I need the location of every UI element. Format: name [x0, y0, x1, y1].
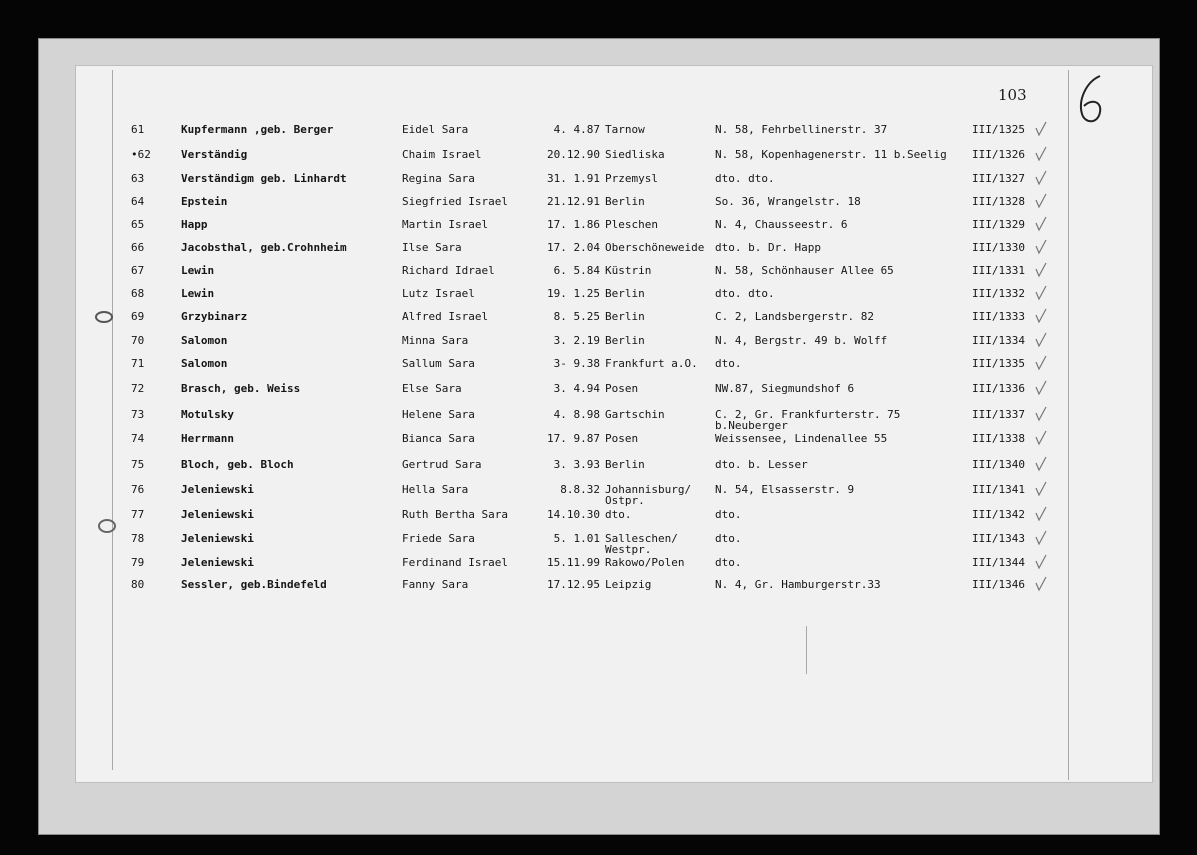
first-name: Ilse Sara: [402, 241, 462, 254]
file-signature: III/1330: [972, 241, 1025, 254]
entry-number: 73: [131, 408, 145, 421]
surname: Jeleniewski: [181, 483, 254, 496]
file-signature: III/1343: [972, 532, 1025, 545]
table-row: [0, 432, 1197, 450]
entry-number: 76: [131, 483, 145, 496]
surname: Herrmann: [181, 432, 234, 445]
surname: Bloch, geb. Bloch: [181, 458, 294, 471]
surname: Jeleniewski: [181, 532, 254, 545]
checkmark-icon: [1034, 430, 1048, 446]
birth-place: dto.: [605, 508, 632, 521]
surname: Salomon: [181, 334, 228, 347]
checkmark-icon: [1034, 576, 1048, 592]
address: dto. b. Dr. Happ: [715, 241, 821, 254]
birth-date: 14.10.30: [547, 508, 600, 521]
birth-date: 17. 2.04: [547, 241, 600, 254]
address: N. 4, Chausseestr. 6: [715, 218, 848, 231]
table-row: [0, 458, 1197, 476]
surname: Jeleniewski: [181, 556, 254, 569]
entry-number: 64: [131, 195, 145, 208]
first-name: Helene Sara: [402, 408, 475, 421]
surname: Kupfermann ,geb. Berger: [181, 123, 334, 136]
birth-date: 8. 5.25: [553, 310, 600, 323]
checkmark-icon: [1034, 380, 1048, 396]
file-signature: III/1333: [972, 310, 1025, 323]
file-signature: III/1331: [972, 264, 1025, 277]
birth-place: Oberschöneweide: [605, 241, 705, 254]
first-name: Richard Idrael: [402, 264, 495, 277]
table-row: [0, 408, 1197, 432]
checkmark-icon: [1034, 332, 1048, 348]
birth-place: Küstrin: [605, 264, 652, 277]
birth-place: Berlin: [605, 195, 645, 208]
birth-place: Rakowo/Polen: [605, 556, 685, 569]
file-signature: III/1338: [972, 432, 1025, 445]
address: C. 2, Landsbergerstr. 82: [715, 310, 874, 323]
file-signature: III/1341: [972, 483, 1025, 496]
table-row: [0, 578, 1197, 596]
birth-place-line2: Ostpr.: [605, 494, 645, 507]
first-name: Bianca Sara: [402, 432, 475, 445]
file-signature: III/1326: [972, 148, 1025, 161]
address: dto.: [715, 508, 742, 521]
table-row: [0, 357, 1197, 375]
entry-number: 66: [131, 241, 145, 254]
birth-date: 3. 4.94: [553, 382, 600, 395]
surname: Verständigm geb. Linhardt: [181, 172, 347, 185]
birth-place: Gartschin: [605, 408, 665, 421]
address: N. 58, Fehrbellinerstr. 37: [715, 123, 888, 136]
birth-date: 17. 1.86: [547, 218, 600, 231]
birth-date: 17.12.95: [547, 578, 600, 591]
table-row: [0, 310, 1197, 328]
first-name: Siegfried Israel: [402, 195, 508, 208]
table-row: [0, 241, 1197, 259]
table-row: [0, 264, 1197, 282]
birth-place: Siedliska: [605, 148, 665, 161]
entry-number: 75: [131, 458, 145, 471]
file-signature: III/1332: [972, 287, 1025, 300]
birth-place: Berlin: [605, 310, 645, 323]
entry-number: 70: [131, 334, 145, 347]
checkmark-icon: [1034, 239, 1048, 255]
first-name: Else Sara: [402, 382, 462, 395]
entry-number: 68: [131, 287, 145, 300]
first-name: Sallum Sara: [402, 357, 475, 370]
file-signature: III/1344: [972, 556, 1025, 569]
file-signature: III/1342: [972, 508, 1025, 521]
address: N. 58, Kopenhagenerstr. 11 b.Seelig: [715, 148, 947, 161]
surname: Lewin: [181, 287, 215, 300]
surname: Salomon: [181, 357, 228, 370]
surname: Motulsky: [181, 408, 234, 421]
birth-date: 17. 9.87: [547, 432, 600, 445]
first-name: Ruth Bertha Sara: [402, 508, 508, 521]
file-signature: III/1337: [972, 408, 1025, 421]
first-name: Friede Sara: [402, 532, 475, 545]
file-signature: III/1335: [972, 357, 1025, 370]
birth-date: 8.8.32: [560, 483, 600, 496]
surname: Sessler, geb.Bindefeld: [181, 578, 327, 591]
entry-number: 72: [131, 382, 145, 395]
surname: Verständig: [181, 148, 248, 161]
first-name: Chaim Israel: [402, 148, 482, 161]
birth-place: Salleschen/: [605, 532, 678, 545]
birth-date: 4. 4.87: [553, 123, 600, 136]
table-row: [0, 195, 1197, 213]
file-signature: III/1328: [972, 195, 1025, 208]
entry-number: •62: [131, 148, 151, 161]
file-signature: III/1336: [972, 382, 1025, 395]
checkmark-icon: [1034, 355, 1048, 371]
address: dto. dto.: [715, 172, 775, 185]
table-row: [0, 556, 1197, 574]
birth-place: Berlin: [605, 458, 645, 471]
address: dto.: [715, 556, 742, 569]
birth-date: 19. 1.25: [547, 287, 600, 300]
entry-number: 79: [131, 556, 145, 569]
table-row: [0, 172, 1197, 190]
birth-date: 21.12.91: [547, 195, 600, 208]
checkmark-icon: [1034, 406, 1048, 422]
table-row: [0, 334, 1197, 352]
surname: Jeleniewski: [181, 508, 254, 521]
table-row: [0, 508, 1197, 526]
birth-date: 3- 9.38: [553, 357, 600, 370]
entry-number: 78: [131, 532, 145, 545]
checkmark-icon: [1034, 456, 1048, 472]
checkmark-icon: [1034, 170, 1048, 186]
entry-number: 67: [131, 264, 145, 277]
address: NW.87, Siegmundshof 6: [715, 382, 855, 395]
entry-number: 61: [131, 123, 145, 136]
birth-place: Frankfurt a.O.: [605, 357, 698, 370]
checkmark-icon: [1034, 193, 1048, 209]
birth-place-line2: Westpr.: [605, 543, 652, 556]
file-signature: III/1334: [972, 334, 1025, 347]
birth-date: 3. 2.19: [553, 334, 600, 347]
file-signature: III/1325: [972, 123, 1025, 136]
address: N. 58, Schönhauser Allee 65: [715, 264, 894, 277]
birth-place: Berlin: [605, 334, 645, 347]
first-name: Gertrud Sara: [402, 458, 482, 471]
table-row: [0, 287, 1197, 305]
birth-date: 4. 8.98: [553, 408, 600, 421]
birth-place: Berlin: [605, 287, 645, 300]
address: dto. b. Lesser: [715, 458, 808, 471]
address: So. 36, Wrangelstr. 18: [715, 195, 861, 208]
address: Weissensee, Lindenallee 55: [715, 432, 888, 445]
birth-place: Posen: [605, 432, 639, 445]
first-name: Regina Sara: [402, 172, 475, 185]
address: C. 2, Gr. Frankfurterstr. 75: [715, 408, 901, 421]
checkmark-icon: [1034, 308, 1048, 324]
surname: Lewin: [181, 264, 215, 277]
entry-number: 80: [131, 578, 145, 591]
table-row: [0, 123, 1197, 141]
birth-place: Leipzig: [605, 578, 652, 591]
table-row: [0, 483, 1197, 507]
birth-date: 5. 1.01: [553, 532, 600, 545]
address: N. 4, Gr. Hamburgerstr.33: [715, 578, 881, 591]
entry-number: 74: [131, 432, 145, 445]
table-row: [0, 148, 1197, 166]
entry-number: 65: [131, 218, 145, 231]
birth-place: Przemysl: [605, 172, 658, 185]
file-signature: III/1340: [972, 458, 1025, 471]
file-signature: III/1329: [972, 218, 1025, 231]
birth-place: Tarnow: [605, 123, 645, 136]
surname: Jacobsthal, geb.Crohnheim: [181, 241, 347, 254]
first-name: Martin Israel: [402, 218, 489, 231]
checkmark-icon: [1034, 146, 1048, 162]
table-row: [0, 532, 1197, 556]
file-signature: III/1327: [972, 172, 1025, 185]
birth-date: 31. 1.91: [547, 172, 600, 185]
birth-date: 6. 5.84: [553, 264, 600, 277]
first-name: Lutz Israel: [402, 287, 475, 300]
first-name: Alfred Israel: [402, 310, 489, 323]
table-row: [0, 382, 1197, 400]
birth-date: 3. 3.93: [553, 458, 600, 471]
checkmark-icon: [1034, 554, 1048, 570]
entry-number: 69: [131, 310, 145, 323]
address: dto. dto.: [715, 287, 775, 300]
checkmark-icon: [1034, 285, 1048, 301]
address: N. 54, Elsasserstr. 9: [715, 483, 855, 496]
first-name: Fanny Sara: [402, 578, 469, 591]
entry-number: 63: [131, 172, 145, 185]
address: dto.: [715, 532, 742, 545]
surname: Epstein: [181, 195, 228, 208]
checkmark-icon: [1034, 506, 1048, 522]
checkmark-icon: [1034, 121, 1048, 137]
checkmark-icon: [1034, 481, 1048, 497]
surname: Happ: [181, 218, 208, 231]
birth-date: 20.12.90: [547, 148, 600, 161]
birth-date: 15.11.99: [547, 556, 600, 569]
address-line2: b.Neuberger: [715, 419, 788, 432]
surname: Grzybinarz: [181, 310, 248, 323]
first-name: Ferdinand Israel: [402, 556, 508, 569]
file-signature: III/1346: [972, 578, 1025, 591]
checkmark-icon: [1034, 262, 1048, 278]
birth-place: Johannisburg/: [605, 483, 692, 496]
birth-place: Pleschen: [605, 218, 658, 231]
first-name: Eidel Sara: [402, 123, 469, 136]
surname: Brasch, geb. Weiss: [181, 382, 301, 395]
checkmark-icon: [1034, 530, 1048, 546]
table-row: [0, 218, 1197, 236]
center-mark: [806, 626, 807, 674]
first-name: Hella Sara: [402, 483, 469, 496]
checkmark-icon: [1034, 216, 1048, 232]
entry-number: 77: [131, 508, 145, 521]
birth-place: Posen: [605, 382, 639, 395]
first-name: Minna Sara: [402, 334, 469, 347]
entry-number: 71: [131, 357, 145, 370]
address: N. 4, Bergstr. 49 b. Wolff: [715, 334, 888, 347]
page-number: 103: [998, 86, 1027, 104]
handwritten-annotation: [1074, 74, 1110, 126]
address: dto.: [715, 357, 742, 370]
